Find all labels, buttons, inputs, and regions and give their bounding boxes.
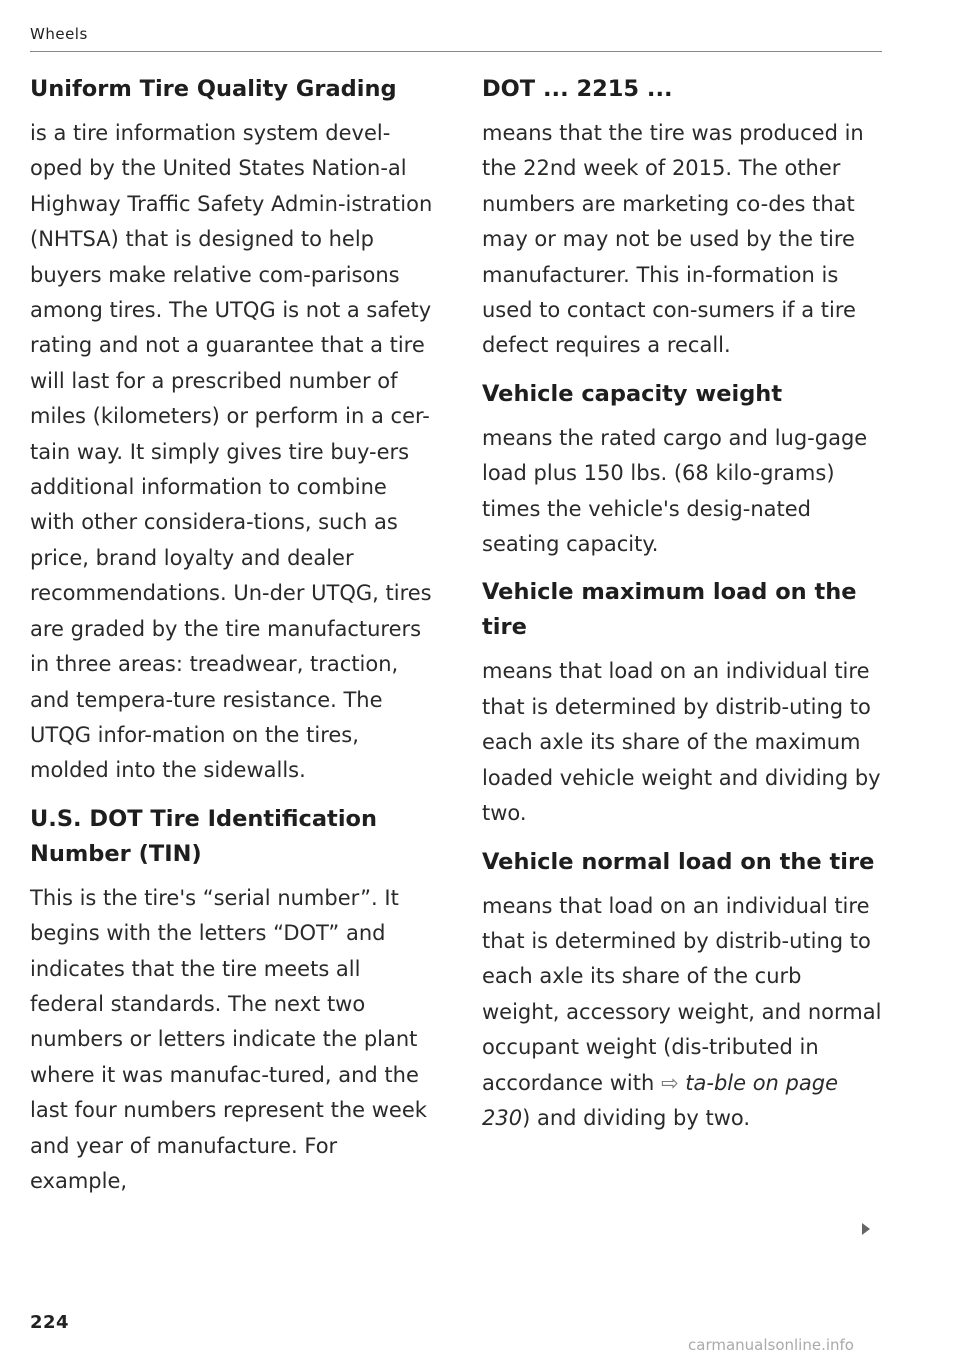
max-load-paragraph: means that load on an individual tire that is determined by distrib-uting to each axle its share of the maximum loaded vehicle weight and dividing by two. bbox=[482, 659, 881, 826]
watermark: carmanualsonline.info bbox=[688, 1336, 854, 1354]
dot-example-heading: DOT ... 2215 ... bbox=[482, 76, 673, 102]
right-column bbox=[482, 72, 882, 1136]
normal-load-paragraph bbox=[482, 889, 882, 1137]
left-column bbox=[30, 72, 435, 1199]
utqg-heading: Uniform Tire Quality Grading bbox=[30, 76, 397, 102]
header-divider bbox=[30, 51, 882, 52]
normal-load-heading: Vehicle normal load on the tire bbox=[482, 848, 875, 875]
normal-load-text-end: ) and dividing by two. bbox=[522, 1105, 751, 1130]
continue-arrow-icon bbox=[862, 1223, 870, 1235]
page-number: 224 bbox=[30, 1312, 70, 1333]
utqg-paragraph: is a tire information system devel-oped by the United States Nation-al Highway Traffic Safety Admin-istration (NHTSA) that is designed to help buyers make relative com-parisons among tires. The UTQG is not a safety rating and not a guarantee that a tire will last for a prescribed number of miles (kilometers) or perform in a cer-tain way. It simply gives tire buy-ers additional information to combine with other considera-tions, such as price, brand loyalty and dealer recommendations. Un-der UTQG, tires are graded by the tire manufacturers in three areas: treadwear, traction, and tempera-ture resistance. The UTQG infor-mation on the tires, molded into the sidewalls. bbox=[30, 121, 433, 783]
max-load-heading: Vehicle maximum load on the tire bbox=[482, 579, 857, 641]
table-reference-link[interactable]: ta-ble on page 230 bbox=[482, 1070, 838, 1130]
normal-load-text: means that load on an individual tire that is determined by distrib-uting to each axle its share of the curb weight, accessory weight, and normal occupant weight (dis-tributed in accordance with bbox=[482, 893, 882, 1095]
tin-paragraph: This is the tire's “serial number”. It begins with the letters “DOT” and indicates that the tire meets all federal standards. The next two numbers or letters indicate the plant where it was manufac-tured, and the last four numbers represent the week and year of manufacture. For example, bbox=[30, 885, 427, 1193]
capacity-weight-heading: Vehicle capacity weight bbox=[482, 380, 783, 407]
running-header: Wheels bbox=[30, 25, 88, 43]
tin-heading: U.S. DOT Tire Identification Number (TIN) bbox=[30, 805, 378, 867]
dot-example-paragraph: means that the tire was produced in the 22nd week of 2015. The other numbers are marketing co-des that may or may not be used by the tire manufacturer. This in-formation is used to contact con-sumers if a tire defect requires a recall. bbox=[482, 121, 864, 358]
reference-arrow-icon: ⇨ bbox=[660, 1070, 679, 1095]
capacity-weight-paragraph: means the rated cargo and lug-gage load plus 150 lbs. (68 kilo-grams) times the vehicle's desig-nated seating capacity. bbox=[482, 425, 868, 557]
